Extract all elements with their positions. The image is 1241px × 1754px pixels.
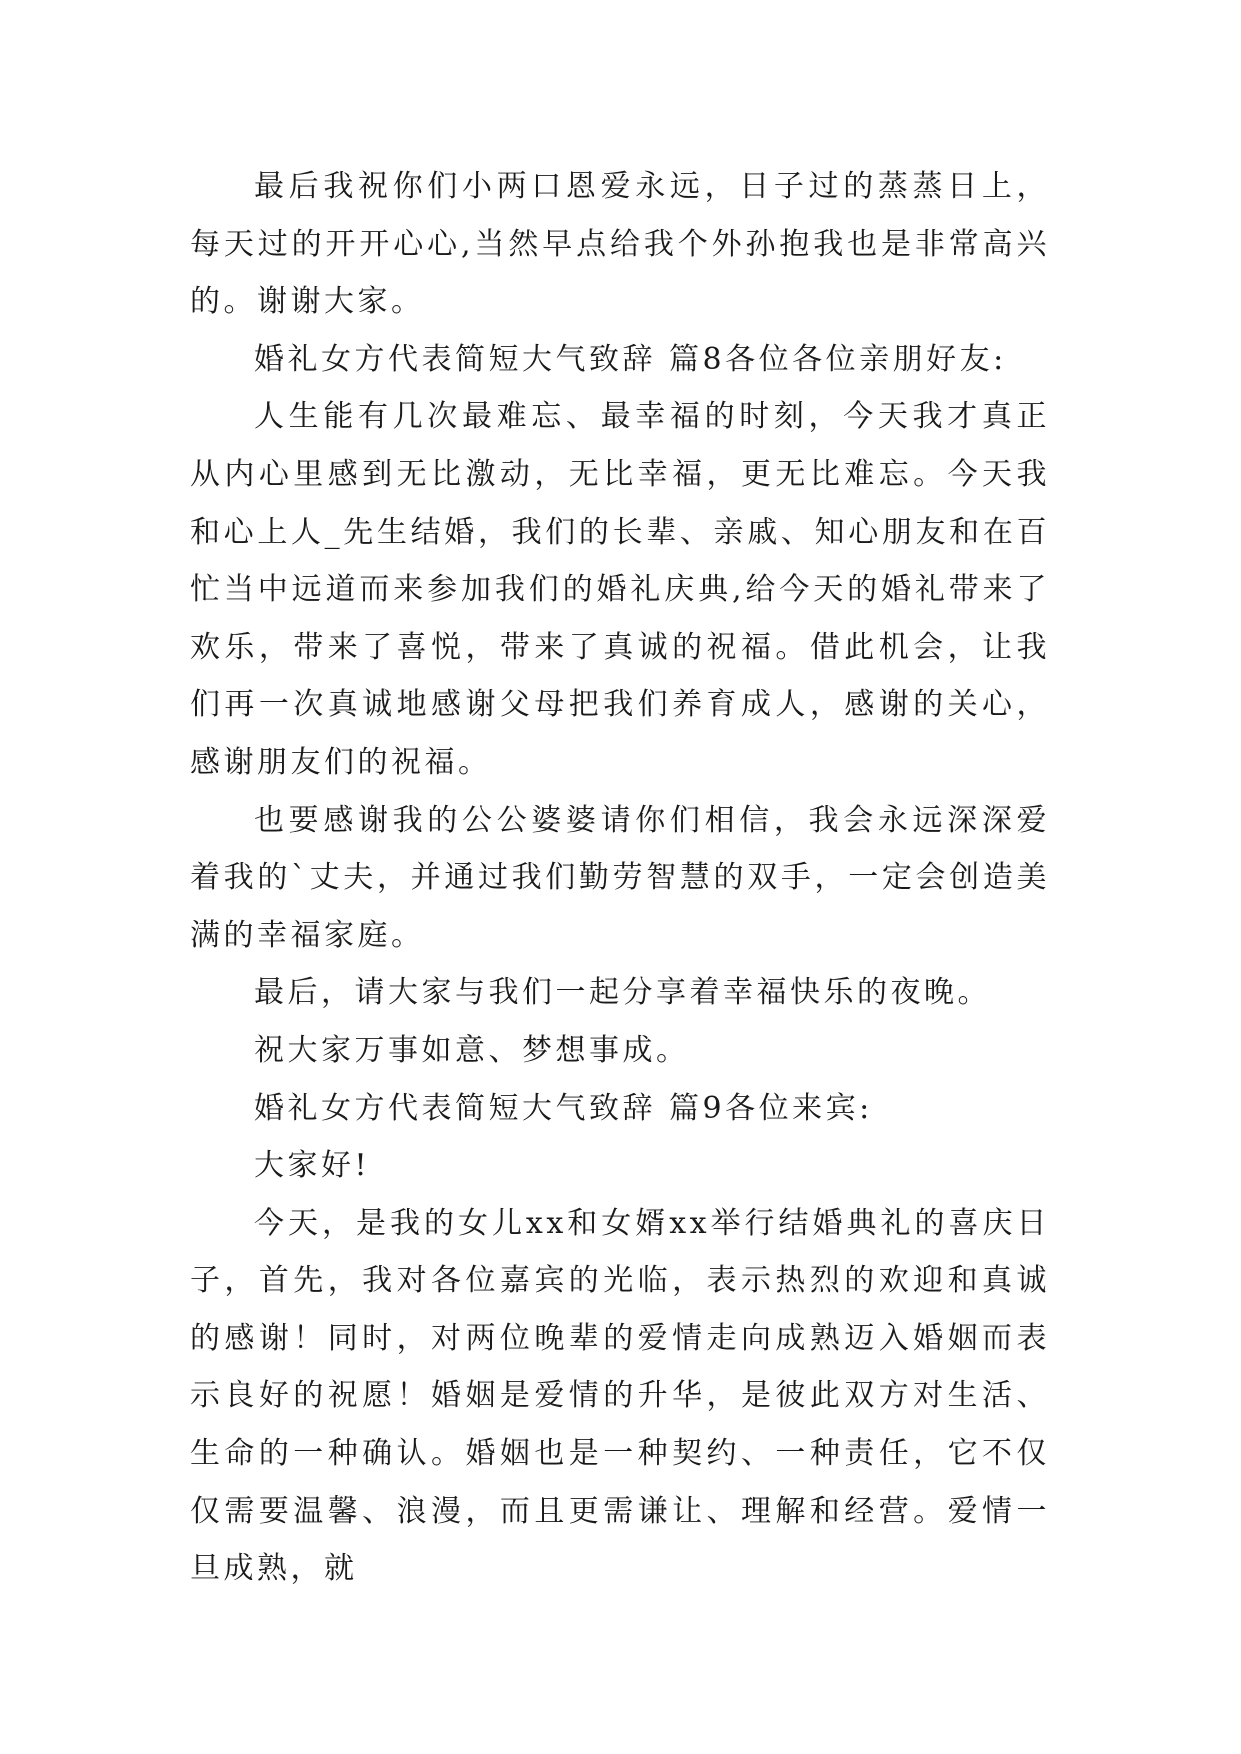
paragraph-share-evening: 最后，请大家与我们一起分享着幸福快乐的夜晚。 xyxy=(254,975,991,1011)
document-body xyxy=(190,158,1050,1598)
paragraph-happiest-moment: 人生能有几次最难忘、最幸福的时刻，今天我才真正从内心里感到无比激动，无比幸福，更无比难忘。今天我和心上人_先生结婚，我们的长辈、亲戚、知心朋友和在百忙当中远道而来参加我们的婚礼庆典,给今天的婚礼带来了欢乐，带来了喜悦，带来了真诚的祝福。借此机会，让我们再一次真诚地感谢父母把我们养育成人，感谢的关心，感谢朋友们的祝福。 xyxy=(190,399,1050,780)
heading-speech-8: 婚礼女方代表简短大气致辞 篇8各位各位亲朋好友: xyxy=(254,341,1007,377)
heading-speech-9: 婚礼女方代表简短大气致辞 篇9各位来宾: xyxy=(254,1090,873,1126)
paragraph-thanks-in-laws: 也要感谢我的公公婆婆请你们相信，我会永远深深爱着我的`丈夫，并通过我们勤劳智慧的双手，一定会创造美满的幸福家庭。 xyxy=(190,802,1050,953)
paragraph-best-wishes: 祝大家万事如意、梦想事成。 xyxy=(254,1032,690,1068)
paragraph-wedding-day: 今天，是我的女儿xx和女婿xx举行结婚典礼的喜庆日子，首先，我对各位嘉宾的光临，表示热烈的欢迎和真诚的感谢！同时，对两位晚辈的爱情走向成熟迈入婚姻而表示良好的祝愿！婚姻是爱情的升华，是彼此双方对生活、生命的一种确认。婚姻也是一种契约、一种责任，它不仅仅需要温馨、浪漫，而且更需谦让、理解和经营。爱情一旦成熟，就 xyxy=(190,1205,1050,1587)
paragraph-closing-wishes: 最后我祝你们小两口恩爱永远，日子过的蒸蒸日上，每天过的开开心心,当然早点给我个外孙抱我也是非常高兴的。谢谢大家。 xyxy=(190,169,1050,320)
paragraph-greeting: 大家好! xyxy=(254,1148,371,1184)
